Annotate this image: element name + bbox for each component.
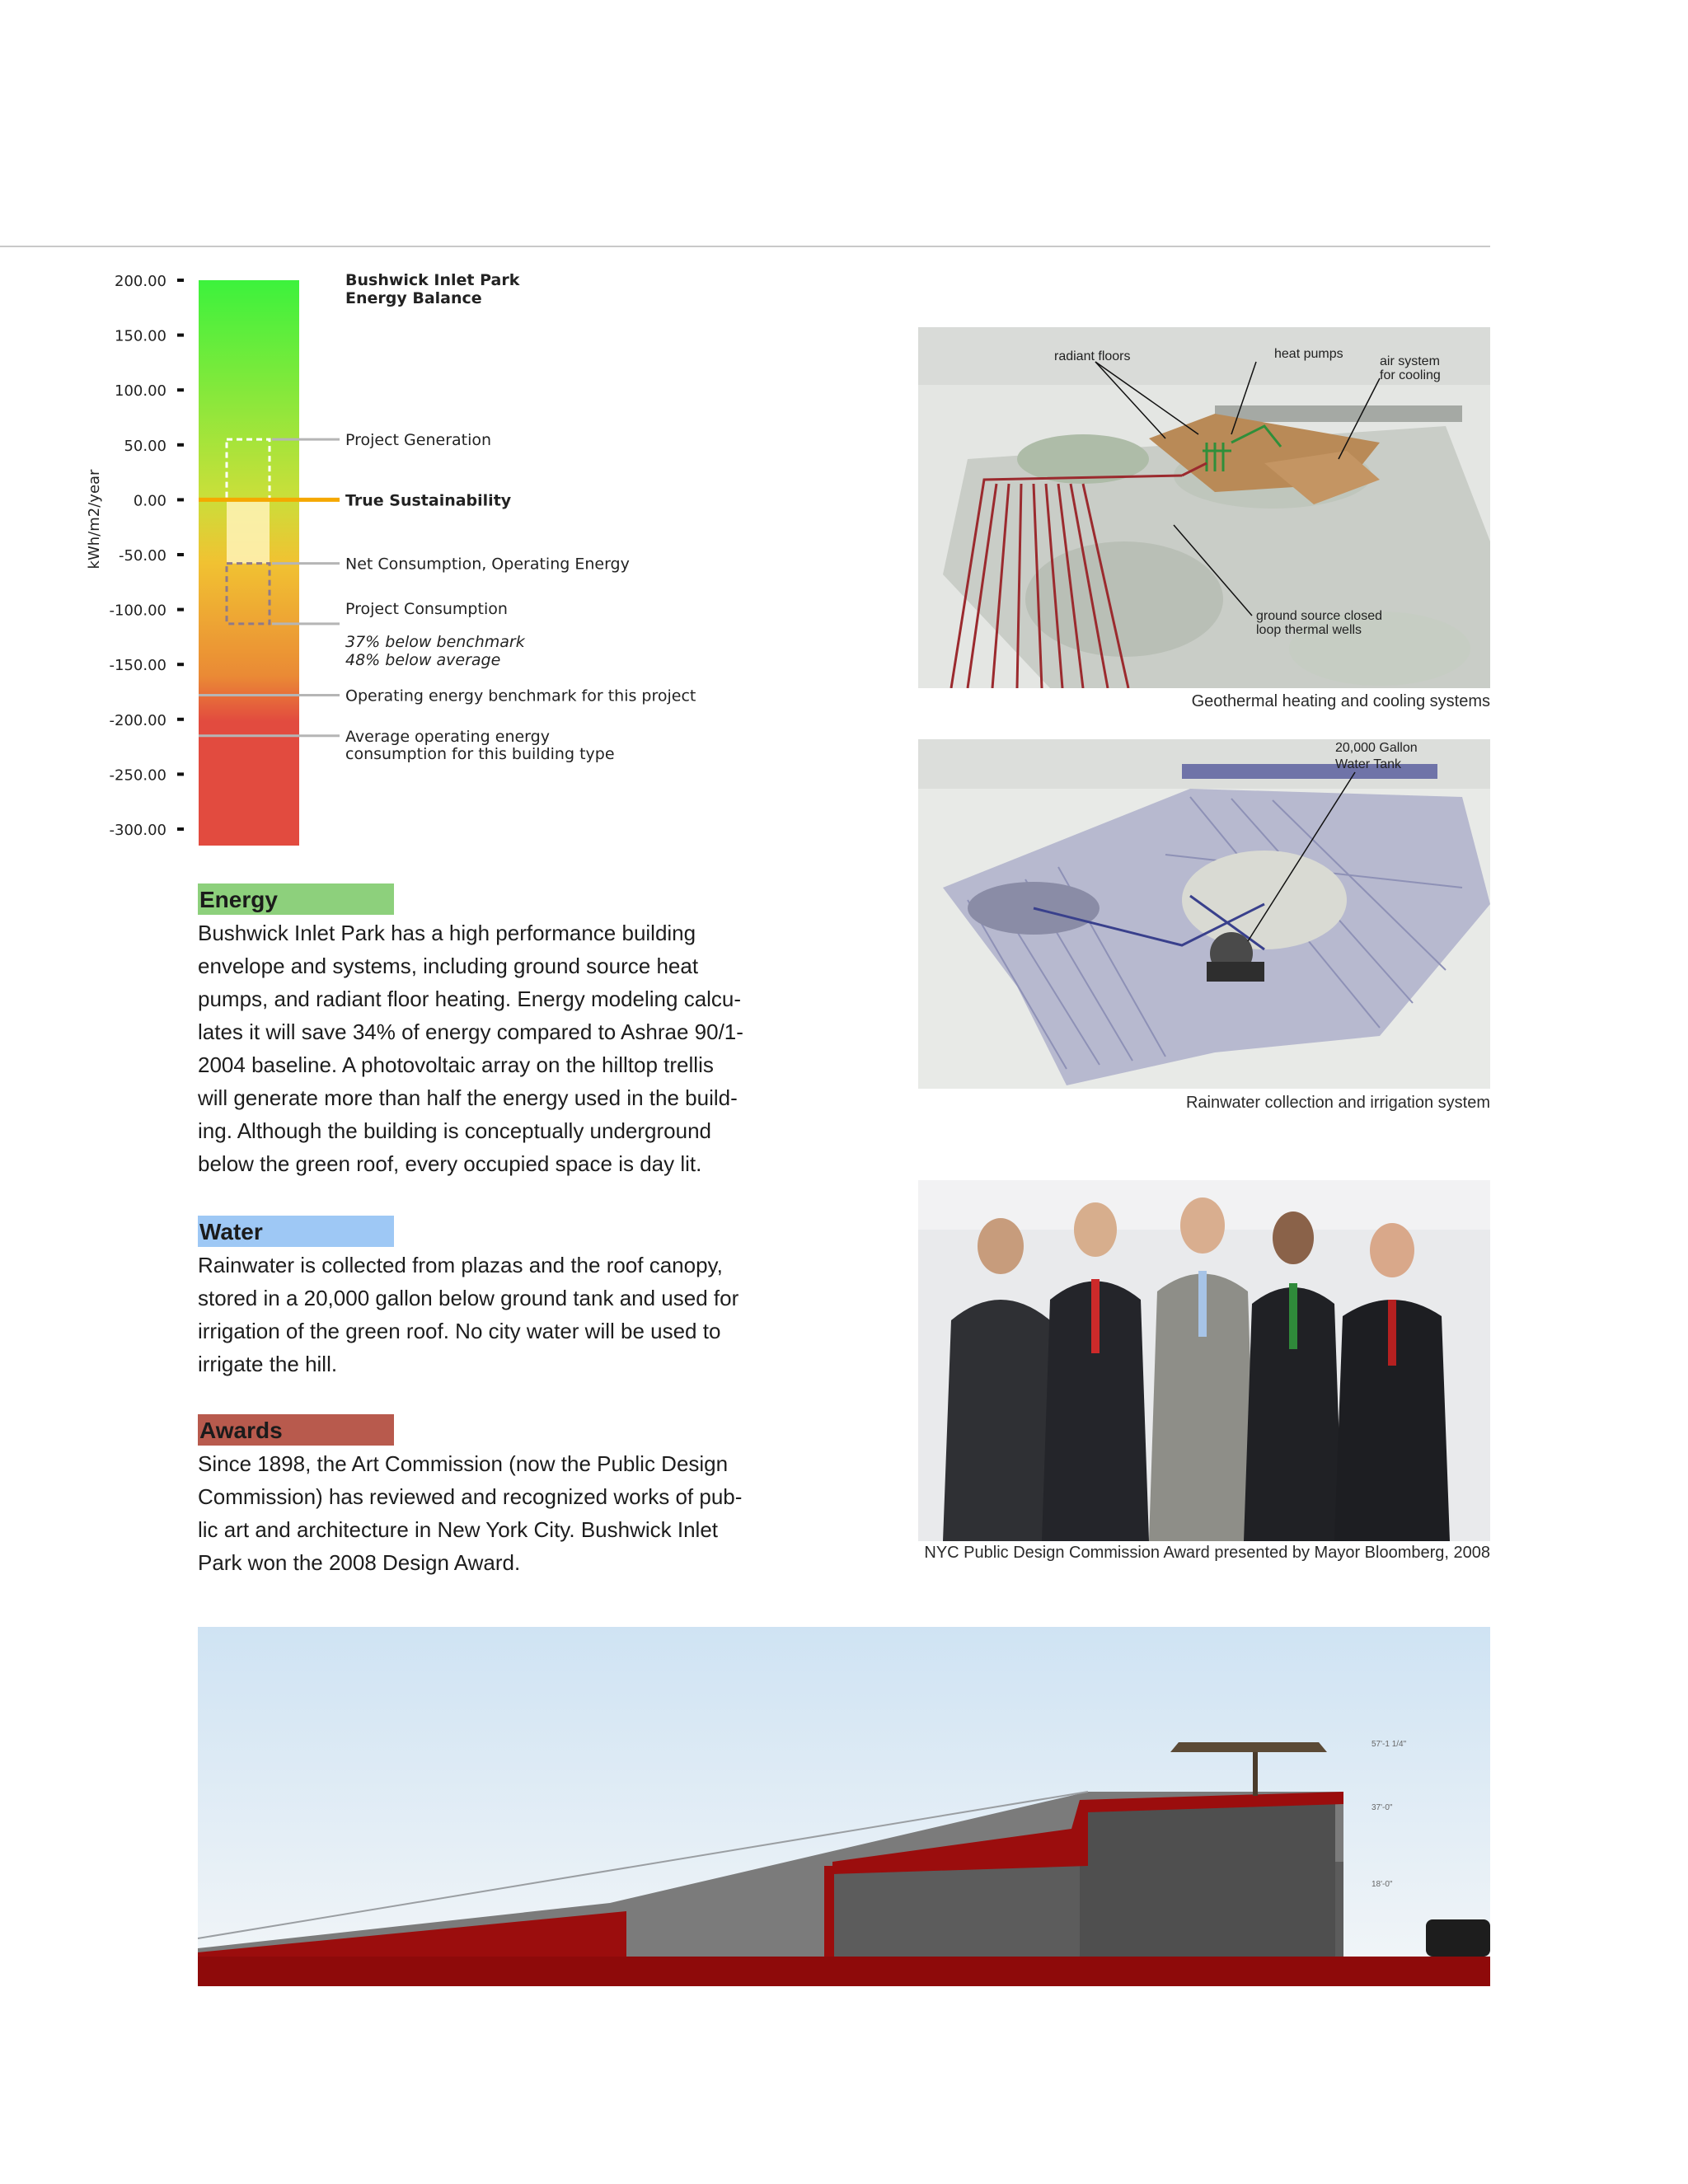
level-2-label: 37'-0"	[1372, 1803, 1393, 1812]
water-tank-label: 20,000 Gallon Water Tank	[1335, 741, 1418, 771]
energy-heading: Energy	[198, 883, 394, 915]
y-tick-mark	[177, 827, 184, 831]
top-rule	[0, 246, 1490, 247]
y-tick-mark	[177, 443, 184, 447]
y-tick-label: 0.00	[133, 492, 166, 510]
energy-balance-chart	[74, 264, 734, 874]
energy-section	[198, 883, 775, 1180]
y-tick-mark	[177, 772, 184, 776]
y-tick-label: -100.00	[109, 602, 166, 620]
chart-title: Bushwick Inlet Park Energy Balance	[345, 271, 520, 307]
y-axis-label: kWh/m2/year	[86, 469, 103, 569]
water-body: Rainwater is collected from plazas and the roof canopy, stored in a 20,000 gallon below ground tank and used for irrigation of the green roof. No city water will be used to irrigate the hill.	[198, 1253, 739, 1376]
y-tick-label: 200.00	[115, 273, 166, 290]
thermal-wells-label: ground source closed loop thermal wells	[1256, 609, 1382, 637]
y-tick-mark	[177, 663, 184, 666]
radiant-floors-label: radiant floors	[1054, 349, 1131, 363]
marker-label: Project Consumption	[345, 599, 508, 618]
y-tick-label: 100.00	[115, 382, 166, 401]
air-system-label: air system for cooling	[1380, 354, 1441, 382]
rainwater-figure	[918, 739, 1490, 1089]
level-1-label: 57'-1 1/4"	[1372, 1740, 1407, 1749]
award-photo-image	[918, 1180, 1490, 1541]
rainwater-illustration	[918, 739, 1490, 1089]
y-tick-label: -250.00	[109, 766, 166, 785]
water-heading: Water	[198, 1216, 394, 1247]
y-tick-label: -300.00	[109, 822, 166, 839]
awards-body: Since 1898, the Art Commission (now the Public Design Commission) has reviewed and recognized works of pub- lic art and architecture in New York City. Bushwick Inlet Park won the 2008 Design Award.	[198, 1451, 743, 1575]
geothermal-figure	[918, 327, 1490, 688]
energy-body: Bushwick Inlet Park has a high performance building envelope and systems, including ground source heat pumps, and radiant floor heating. Energy modeling calcu- lates it will save 34% of energy compared to Ashrae 90/1- 2004 baseline. A photovoltaic array on the hilltop trellis will generate more than half the energy used in the build- ing. Although the building is conceptually underground below the green roof, every occupied space is day lit.	[198, 921, 743, 1176]
y-tick-label: 150.00	[115, 327, 166, 345]
net-consumption-box	[227, 499, 270, 563]
level-3-label: 18'-0"	[1372, 1880, 1393, 1889]
y-tick-mark	[177, 279, 184, 282]
y-tick-mark	[177, 388, 184, 391]
y-tick-label: -200.00	[109, 711, 166, 729]
marker-label: Average operating energy consumption for this building type	[345, 727, 615, 763]
geothermal-illustration	[918, 327, 1490, 688]
y-tick-mark	[177, 553, 184, 556]
marker-label: Operating energy benchmark for this project	[345, 687, 696, 705]
y-tick-label: 50.00	[124, 437, 166, 455]
marker-sublabel: 37% below benchmark	[345, 632, 525, 651]
water-section	[198, 1216, 775, 1380]
award-photo	[918, 1180, 1490, 1541]
y-tick-mark	[177, 498, 184, 501]
y-tick-label: -50.00	[118, 547, 166, 565]
marker-label: Net Consumption, Operating Energy	[345, 555, 630, 574]
heat-pumps-label: heat pumps	[1274, 347, 1343, 361]
y-tick-mark	[177, 608, 184, 612]
marker-label: Project Generation	[345, 431, 492, 450]
marker-sublabel: 48% below average	[345, 650, 501, 669]
marker-label: True Sustainability	[345, 491, 512, 510]
award-photo-caption: NYC Public Design Commission Award presented by Mayor Bloomberg, 2008	[924, 1544, 1490, 1562]
awards-section	[198, 1414, 775, 1579]
person-group	[943, 1197, 1450, 1541]
awards-heading: Awards	[198, 1414, 394, 1446]
y-tick-label: -150.00	[109, 657, 166, 675]
rainwater-caption: Rainwater collection and irrigation system	[1185, 1094, 1490, 1112]
geothermal-caption: Geothermal heating and cooling systems	[1191, 692, 1490, 710]
y-tick-mark	[177, 718, 184, 721]
building-section-drawing	[198, 1627, 1490, 1986]
y-tick-mark	[177, 334, 184, 337]
building-section-figure	[198, 1627, 1490, 1986]
